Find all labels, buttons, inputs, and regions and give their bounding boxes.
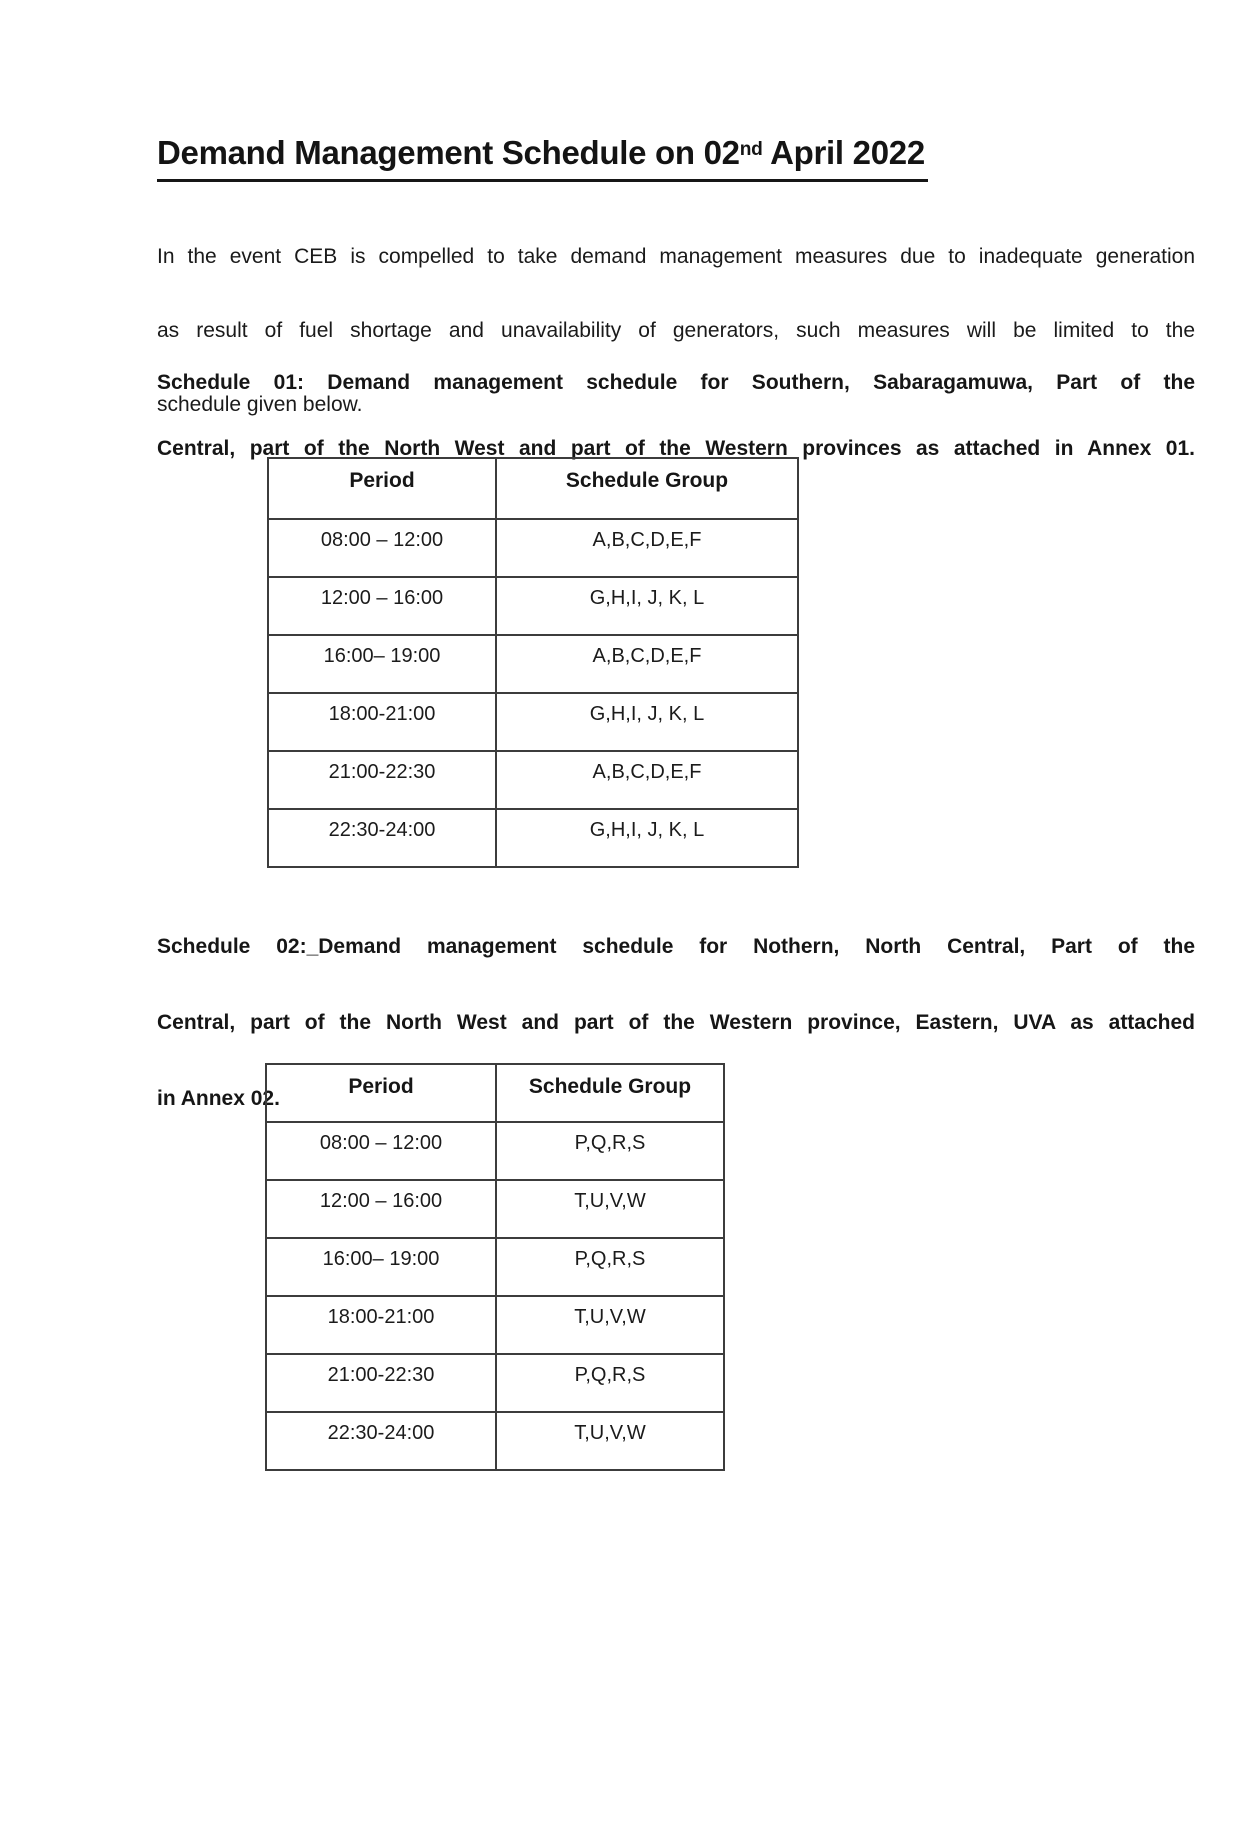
table-row — [268, 693, 798, 751]
schedule1-heading-line-2: Central, part of the North West and part of the Western provinces as attached in Annex 01. — [157, 437, 1195, 460]
table-row — [268, 519, 798, 577]
schedule2-heading-line-3: in Annex 02. — [157, 1087, 280, 1110]
table-row — [268, 809, 798, 867]
period-cell: 21:00-22:30 — [268, 751, 496, 809]
period-cell: 16:00– 19:00 — [268, 635, 496, 693]
group-cell: P,Q,R,S — [496, 1238, 724, 1296]
schedule2-heading-line-1: Schedule 02:_Demand management schedule for Nothern, North Central, Part of the — [157, 935, 1195, 958]
period-cell: 21:00-22:30 — [266, 1354, 496, 1412]
group-cell: A,B,C,D,E,F — [496, 635, 798, 693]
title-tail-text: April 2022 — [762, 134, 925, 171]
period-cell: 22:30-24:00 — [266, 1412, 496, 1470]
intro-line-2: as result of fuel shortage and unavailability of generators, such measures will be limited to the — [157, 319, 1195, 342]
table-row — [266, 1412, 724, 1470]
schedule1-table — [267, 457, 799, 868]
group-cell: G,H,I, J, K, L — [496, 577, 798, 635]
period-cell: 12:00 – 16:00 — [268, 577, 496, 635]
document-title — [157, 136, 928, 182]
group-cell: T,U,V,W — [496, 1412, 724, 1470]
schedule1-table-header-row — [268, 458, 798, 519]
period-cell: 12:00 – 16:00 — [266, 1180, 496, 1238]
period-cell: 18:00-21:00 — [268, 693, 496, 751]
group-cell: A,B,C,D,E,F — [496, 519, 798, 577]
table-row — [266, 1238, 724, 1296]
schedule1-group-header: Schedule Group — [496, 458, 798, 519]
schedule2-heading-line-2: Central, part of the North West and part of the Western province, Eastern, UVA as attached — [157, 1011, 1195, 1034]
group-cell: P,Q,R,S — [496, 1122, 724, 1180]
period-cell: 18:00-21:00 — [266, 1296, 496, 1354]
table-row — [268, 635, 798, 693]
group-cell: T,U,V,W — [496, 1180, 724, 1238]
group-cell: G,H,I, J, K, L — [496, 809, 798, 867]
schedule1-period-header: Period — [268, 458, 496, 519]
intro-line-3: schedule given below. — [157, 393, 363, 416]
schedule2-table-header-row — [266, 1064, 724, 1122]
schedule2-table — [265, 1063, 725, 1471]
group-cell: G,H,I, J, K, L — [496, 693, 798, 751]
schedule1-heading-line-1: Schedule 01: Demand management schedule for Southern, Sabaragamuwa, Part of the — [157, 371, 1195, 394]
title-ordinal-superscript: nd — [739, 139, 763, 161]
period-cell: 22:30-24:00 — [268, 809, 496, 867]
table-row — [268, 577, 798, 635]
table-row — [266, 1180, 724, 1238]
period-cell: 08:00 – 12:00 — [266, 1122, 496, 1180]
group-cell: A,B,C,D,E,F — [496, 751, 798, 809]
period-cell: 16:00– 19:00 — [266, 1238, 496, 1296]
table-row — [266, 1354, 724, 1412]
group-cell: T,U,V,W — [496, 1296, 724, 1354]
title-main-text: Demand Management Schedule on 02 — [157, 134, 740, 171]
schedule2-group-header: Schedule Group — [496, 1064, 724, 1122]
table-row — [268, 751, 798, 809]
intro-line-1: In the event CEB is compelled to take demand management measures due to inadequate generation — [157, 245, 1195, 268]
table-row — [266, 1122, 724, 1180]
table-row — [266, 1296, 724, 1354]
period-cell: 08:00 – 12:00 — [268, 519, 496, 577]
schedule2-period-header: Period — [266, 1064, 496, 1122]
group-cell: P,Q,R,S — [496, 1354, 724, 1412]
